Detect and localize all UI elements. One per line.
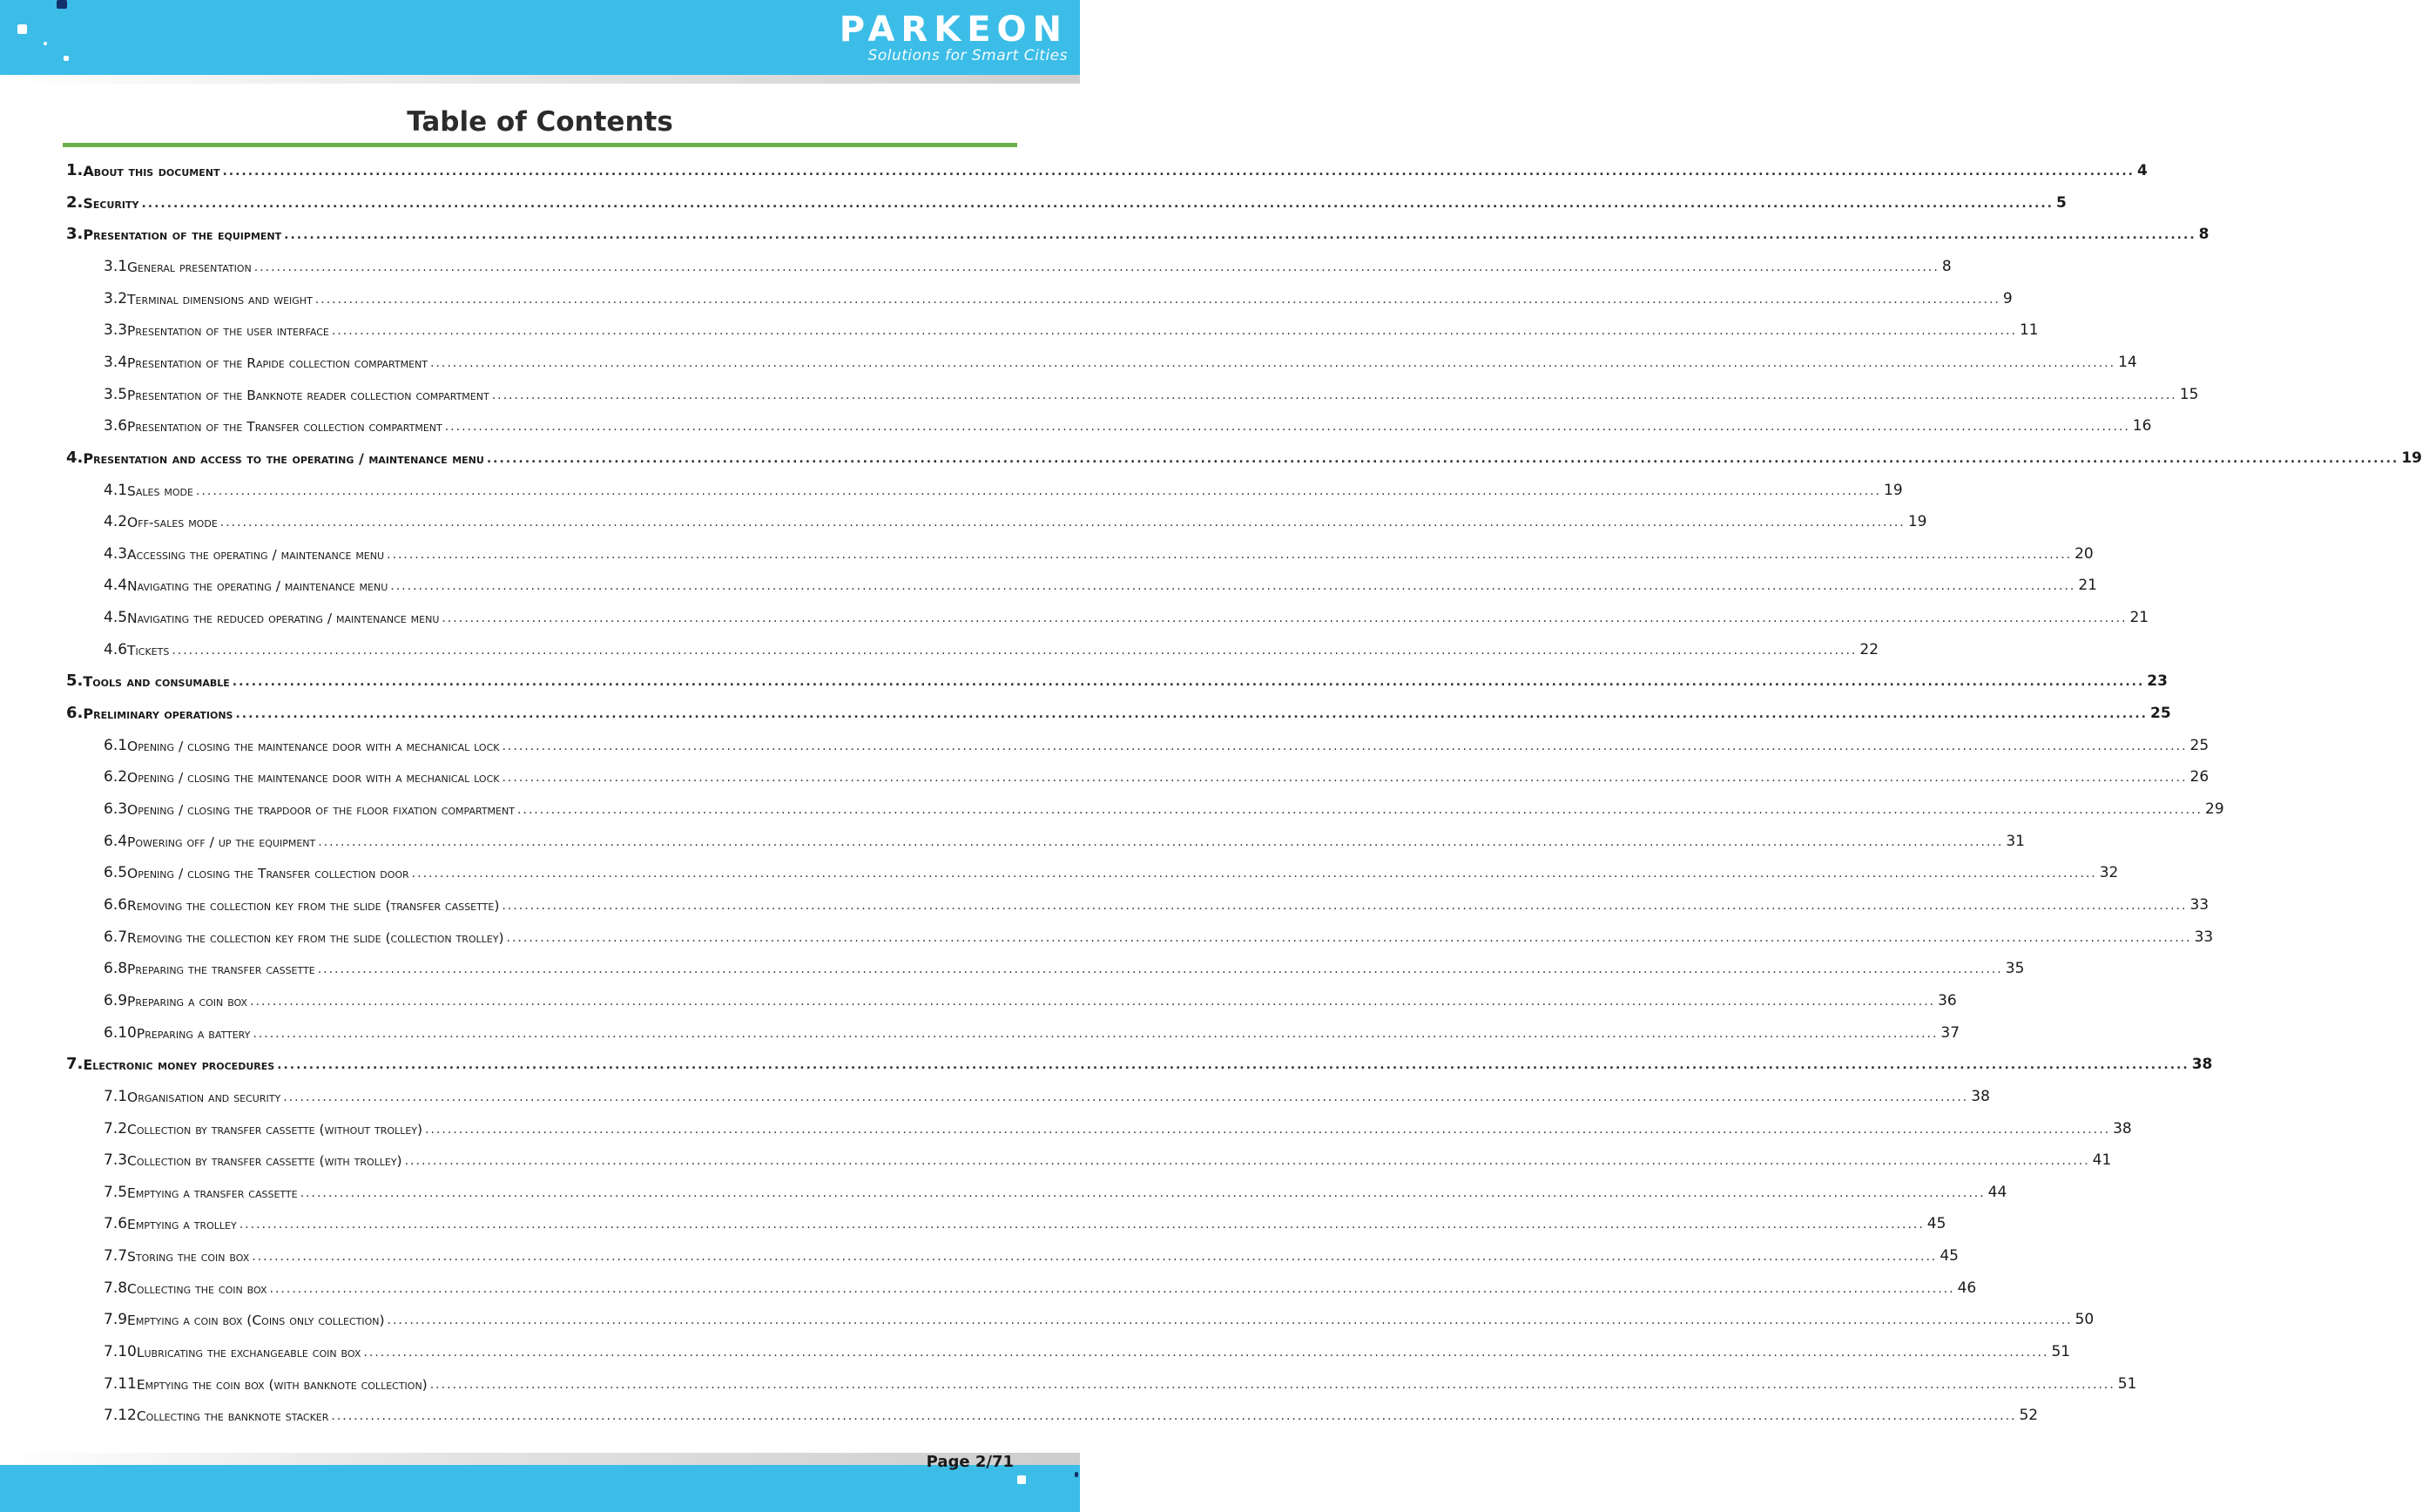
toc-entry[interactable] (104, 728, 2209, 754)
toc-entry-page: 51 (2117, 1374, 2137, 1393)
toc-leader-dots: ............................................................................................................................................................................................................................................................................................................ (283, 1090, 1969, 1104)
toc-entry[interactable] (104, 632, 1879, 658)
toc-entry-number: 4.1 (104, 481, 128, 499)
toc-leader-dots: ............................................................................................................................................................................................................................................................................................................ (516, 803, 2203, 817)
toc-entry-page: 16 (2132, 417, 2152, 435)
toc-entry[interactable] (104, 855, 2119, 882)
toc-entry[interactable] (104, 1398, 2039, 1425)
toc-entry-page: 19 (1884, 481, 1903, 499)
toc-entry[interactable] (104, 1367, 2137, 1393)
toc-leader-dots: ............................................................................................................................................................................................................................................................................................................ (444, 420, 2130, 435)
toc-entry-page: 8 (2198, 226, 2209, 244)
toc-entry-label: Electronic money procedures (83, 1056, 275, 1074)
toc-entry-page: 45 (1940, 1247, 1959, 1266)
toc-entry-page: 4 (2136, 162, 2148, 179)
toc-entry-page: 41 (2092, 1151, 2112, 1170)
toc-entry-page: 33 (2194, 928, 2214, 946)
toc-entry-number: 4.3 (104, 544, 128, 563)
toc-leader-dots: ............................................................................................................................................................................................................................................................................................................ (491, 388, 2177, 402)
toc-leader-dots: ............................................................................................................................................................................................................................................................................................................ (232, 675, 2145, 690)
toc-entry-page: 51 (2051, 1343, 2071, 1361)
toc-entry-number: 6.3 (104, 800, 128, 818)
toc-entry[interactable] (104, 1143, 2112, 1170)
toc-leader-dots: ............................................................................................................................................................................................................................................................................................................ (363, 1346, 2049, 1360)
logo-wordmark: PARKEON (839, 10, 1068, 50)
toc-entry-label: Collection by transfer cassette (without trolley) (127, 1121, 423, 1137)
decor-square-icon (57, 0, 67, 9)
page-number: Page 2/71 (926, 1453, 1014, 1471)
toc-leader-dots: ............................................................................................................................................................................................................................................................................................................ (252, 1250, 1938, 1265)
toc-entry[interactable] (66, 186, 2067, 212)
toc-entry[interactable] (104, 888, 2209, 914)
toc-entry[interactable] (104, 249, 1952, 275)
toc-entry-number: 3.2 (104, 289, 128, 307)
toc-entry-number: 7.10 (104, 1343, 137, 1361)
toc-entry-label: Presentation of the user interface (127, 323, 329, 340)
toc-entry-page: 8 (1941, 257, 1952, 275)
toc-leader-dots: ............................................................................................................................................................................................................................................................................................................ (331, 1409, 2017, 1424)
toc-entry-label: Accessing the operating / maintenance menu (127, 546, 385, 563)
toc-entry-label: Storing the coin box (127, 1249, 250, 1266)
toc-entry-number: 5. (66, 672, 84, 691)
toc-entry-label: Lubricating the exchangeable coin box (136, 1345, 361, 1361)
toc-entry-number: 6.7 (104, 928, 128, 946)
toc-entry-label: Presentation of the Transfer collection compartment (127, 419, 442, 435)
toc-leader-dots: ............................................................................................................................................................................................................................................................................................................ (429, 1377, 2115, 1392)
toc-leader-dots: ............................................................................................................................................................................................................................................................................................................ (253, 1026, 1939, 1041)
logo-tagline: Solutions for Smart Cities (867, 47, 1068, 64)
toc-entry-number: 7.5 (104, 1183, 128, 1201)
toc-entry-number: 4.5 (104, 609, 128, 627)
toc-entry[interactable] (104, 345, 2137, 371)
toc-leader-dots: ............................................................................................................................................................................................................................................................................................................ (486, 451, 2399, 466)
toc-entry-page: 22 (1859, 640, 1879, 658)
header-bar (0, 0, 1080, 75)
toc-entry-page: 52 (2019, 1407, 2039, 1425)
toc-entry-number: 6.4 (104, 832, 128, 850)
toc-leader-dots: ............................................................................................................................................................................................................................................................................................................ (269, 1281, 1955, 1296)
toc-entry[interactable] (104, 759, 2209, 786)
toc-entry-number: 7.2 (104, 1119, 128, 1137)
toc-entry[interactable] (104, 1079, 1990, 1105)
toc-entry[interactable] (66, 664, 2168, 691)
toc-entry[interactable] (104, 920, 2214, 946)
toc-entry-page: 21 (2078, 577, 2097, 595)
toc-leader-dots: ............................................................................................................................................................................................................................................................................................................ (219, 516, 1906, 530)
toc-entry-page: 37 (1940, 1023, 1960, 1042)
toc-entry-number: 7.8 (104, 1279, 128, 1297)
toc-entry-label: Terminal dimensions and weight (127, 291, 313, 307)
toc-entry-label: Tools and consumable (83, 673, 230, 691)
toc-entry-number: 4.6 (104, 640, 128, 658)
toc-entry-label: Emptying the coin box (with banknote collection) (136, 1376, 428, 1393)
toc-leader-dots: ............................................................................................................................................................................................................................................................................................................ (502, 898, 2188, 913)
toc-entry-label: Presentation and access to the operating / maintenance menu (83, 449, 484, 467)
toc-leader-dots: ............................................................................................................................................................................................................................................................................................................ (331, 324, 2017, 339)
toc-entry-label: Presentation of the Banknote reader collection compartment (127, 387, 489, 403)
toc-entry[interactable] (104, 1016, 1960, 1042)
toc-entry[interactable] (104, 1239, 1959, 1266)
toc-entry-number: 3.4 (104, 353, 128, 371)
toc-entry[interactable] (104, 983, 1957, 1009)
decor-square-icon (64, 56, 69, 61)
toc-leader-dots: ............................................................................................................................................................................................................................................................................................................ (195, 483, 1882, 498)
toc-entry-page: 38 (2191, 1056, 2213, 1074)
toc-entry-page: 38 (2113, 1119, 2132, 1137)
toc-entry-label: Presentation of the Rapide collection compartment (127, 354, 428, 371)
toc-leader-dots: ............................................................................................................................................................................................................................................................................................................ (442, 611, 2128, 626)
toc-entry-number: 1. (66, 161, 84, 179)
toc-entry[interactable] (66, 1047, 2213, 1074)
toc-entry[interactable] (66, 441, 2422, 467)
toc-entry-label: Preparing a coin box (127, 993, 248, 1009)
toc-entry[interactable] (104, 504, 1927, 531)
toc-entry-number: 3.1 (104, 257, 128, 275)
toc-entry-number: 7.7 (104, 1247, 128, 1266)
toc-leader-dots: ............................................................................................................................................................................................................................................................................................................ (502, 771, 2188, 786)
toc-entry[interactable] (104, 1302, 2095, 1329)
toc-leader-dots: ............................................................................................................................................................................................................................................................................................................ (300, 1185, 1986, 1200)
toc-entry-label: Navigating the operating / maintenance menu (127, 578, 388, 595)
toc-entry-label: Off-sales mode (127, 515, 218, 531)
toc-entry-label: Collection by transfer cassette (with trolley) (127, 1153, 402, 1170)
toc-leader-dots: ............................................................................................................................................................................................................................................................................................................ (222, 165, 2135, 179)
toc-entry-page: 31 (2006, 832, 2025, 850)
toc-entry-number: 3.6 (104, 417, 128, 435)
toc-entry-label: Removing the collection key from the slide (transfer cassette) (127, 897, 500, 914)
toc-entry-number: 3. (66, 225, 84, 244)
decor-square-icon (17, 24, 27, 34)
toc-entry-page: 45 (1926, 1215, 1946, 1233)
toc-entry-number: 6.6 (104, 895, 128, 914)
toc-entry-number: 6.9 (104, 991, 128, 1009)
toc-entry-page: 23 (2147, 672, 2168, 691)
toc-entry-page: 36 (1938, 991, 1957, 1009)
toc-entry-number: 7.11 (104, 1374, 137, 1393)
toc-entry-label: General presentation (127, 259, 252, 275)
toc-entry[interactable] (104, 1175, 2007, 1201)
toc-entry[interactable] (104, 473, 1903, 499)
decor-square-icon (44, 42, 47, 45)
toc-entry-page: 25 (2150, 705, 2171, 723)
toc-leader-dots: ............................................................................................................................................................................................................................................................................................................ (390, 579, 2076, 594)
toc-entry-page: 20 (2075, 544, 2094, 563)
toc-entry-number: 3.5 (104, 385, 128, 403)
toc-entry-number: 6.5 (104, 864, 128, 882)
toc-entry-number: 7.12 (104, 1407, 137, 1425)
toc-entry[interactable] (104, 1111, 2132, 1137)
toc-entry[interactable] (104, 1271, 1977, 1297)
title-rule (63, 143, 1017, 147)
toc-entry-page: 33 (2189, 895, 2209, 914)
toc-entry-label: Opening / closing the maintenance door with a mechanical lock (127, 770, 500, 786)
toc-leader-dots: ............................................................................................................................................................................................................................................................................................................ (318, 834, 2004, 849)
toc-entry[interactable] (104, 951, 2025, 978)
toc-entry-page: 38 (1971, 1087, 1990, 1105)
toc-entry-label: Removing the collection key from the slide (collection trolley) (127, 929, 504, 946)
toc-entry-number: 7.1 (104, 1087, 128, 1105)
toc-leader-dots: ............................................................................................................................................................................................................................................................................................................ (502, 739, 2188, 753)
toc-entry-page: 25 (2189, 736, 2209, 754)
company-logo (840, 10, 1068, 64)
footer-shadow (0, 1453, 1080, 1465)
toc-entry-page: 21 (2129, 609, 2149, 627)
toc-entry-page: 44 (1987, 1183, 2007, 1201)
toc-leader-dots: ............................................................................................................................................................................................................................................................................................................ (253, 260, 1940, 274)
toc-entry-number: 6.1 (104, 736, 128, 754)
toc-entry-number: 7.3 (104, 1151, 128, 1170)
toc-entry[interactable] (104, 568, 2097, 595)
toc-entry[interactable] (104, 600, 2149, 627)
toc-entry-page: 19 (2401, 449, 2422, 467)
toc-entry-label: Emptying a coin box (Coins only collection) (127, 1313, 385, 1329)
toc-entry-page: 50 (2075, 1311, 2095, 1329)
toc-leader-dots: ............................................................................................................................................................................................................................................................................................................ (387, 1313, 2073, 1328)
toc-entry-label: Tickets (127, 642, 170, 658)
toc-entry-page: 9 (2002, 289, 2013, 307)
toc-entry-number: 6.10 (104, 1023, 137, 1042)
toc-leader-dots: ............................................................................................................................................................................................................................................................................................................ (314, 292, 2000, 307)
toc-entry-label: Collecting the coin box (127, 1280, 267, 1297)
toc-entry-number: 7.9 (104, 1311, 128, 1329)
toc-entry[interactable] (104, 537, 2094, 563)
toc-leader-dots: ............................................................................................................................................................................................................................................................................................................ (250, 994, 1936, 1009)
toc-leader-dots: ............................................................................................................................................................................................................................................................................................................ (235, 707, 2148, 722)
toc-entry-label: Sales mode (127, 483, 193, 499)
toc-entry-label: Preliminary operations (83, 705, 233, 723)
toc-entry-label: Emptying a trolley (127, 1217, 237, 1233)
toc-leader-dots: ............................................................................................................................................................................................................................................................................................................ (172, 643, 1858, 658)
page-title: Table of Contents (407, 106, 673, 138)
toc-entry-number: 4. (66, 448, 84, 467)
toc-entry-page: 29 (2205, 800, 2224, 818)
toc-entry-number: 2. (66, 192, 84, 212)
toc-entry[interactable] (104, 281, 2013, 307)
toc-leader-dots: ............................................................................................................................................................................................................................................................................................................ (317, 962, 2003, 977)
toc-entry-label: Navigating the reduced operating / maintenance menu (127, 611, 440, 627)
toc-entry-label: Preparing a battery (136, 1025, 251, 1042)
toc-entry-label: Security (83, 194, 139, 212)
toc-entry-label: Preparing the transfer cassette (127, 962, 315, 978)
toc-entry-label: Collecting the banknote stacker (136, 1408, 329, 1425)
toc-entry-label: Organisation and security (127, 1089, 281, 1105)
toc-entry-page: 26 (2189, 768, 2209, 786)
toc-entry-label: Opening / closing the trapdoor of the floor fixation compartment (127, 802, 515, 818)
toc-entry-label: About this document (83, 163, 220, 179)
toc-entry-number: 7.6 (104, 1215, 128, 1233)
decor-square-icon (1075, 1472, 1078, 1477)
toc-entry[interactable] (104, 377, 2199, 403)
toc-entry[interactable] (104, 1334, 2071, 1361)
toc-leader-dots: ............................................................................................................................................................................................................................................................................................................ (404, 1154, 2090, 1169)
decor-square-icon (1017, 1475, 1026, 1484)
toc-leader-dots: ............................................................................................................................................................................................................................................................................................................ (425, 1122, 2111, 1137)
toc-entry-number: 6. (66, 704, 84, 723)
toc-entry-label: Opening / closing the Transfer collection door (127, 866, 409, 882)
toc-entry-page: 46 (1957, 1279, 1977, 1297)
toc-entry[interactable] (104, 408, 2152, 435)
toc-entry[interactable] (66, 217, 2209, 244)
toc-entry-number: 3.3 (104, 321, 128, 340)
toc-entry-number: 6.8 (104, 960, 128, 978)
toc-entry-label: Emptying a transfer cassette (127, 1185, 298, 1201)
toc-entry-number: 4.2 (104, 513, 128, 531)
toc-entry-label: Presentation of the equipment (83, 226, 282, 244)
toc-entry[interactable] (104, 792, 2224, 818)
toc-leader-dots: ............................................................................................................................................................................................................................................................................................................ (430, 355, 2116, 370)
toc-entry-number: 4.4 (104, 577, 128, 595)
toc-entry-page: 5 (2055, 193, 2067, 212)
toc-entry-number: 6.2 (104, 768, 128, 786)
toc-entry-page: 32 (2099, 864, 2119, 882)
toc-leader-dots: ............................................................................................................................................................................................................................................................................................................ (141, 196, 2054, 211)
toc-entry-label: Powering off / up the equipment (127, 834, 316, 850)
toc-leader-dots: ............................................................................................................................................................................................................................................................................................................ (277, 1058, 2189, 1073)
toc-entry-page: 11 (2019, 321, 2039, 340)
toc-leader-dots: ............................................................................................................................................................................................................................................................................................................ (506, 930, 2192, 945)
toc-leader-dots: ............................................................................................................................................................................................................................................................................................................ (239, 1218, 1925, 1232)
toc-leader-dots: ............................................................................................................................................................................................................................................................................................................ (387, 547, 2073, 562)
toc-entry[interactable] (66, 696, 2171, 723)
toc-entry[interactable] (104, 313, 2039, 340)
toc-entry[interactable] (104, 1206, 1946, 1233)
footer-bar (0, 1465, 1080, 1512)
toc-entry-label: Opening / closing the maintenance door with a mechanical lock (127, 738, 500, 754)
toc-entry-page: 15 (2179, 385, 2199, 403)
toc-entry-number: 7. (66, 1055, 84, 1074)
toc-entry[interactable] (104, 824, 2025, 850)
toc-leader-dots: ............................................................................................................................................................................................................................................................................................................ (284, 228, 2196, 243)
toc-entry-page: 19 (1907, 513, 1927, 531)
toc-entry-page: 14 (2118, 353, 2137, 371)
toc-entry[interactable] (66, 153, 2148, 179)
toc-leader-dots: ............................................................................................................................................................................................................................................................................................................ (411, 867, 2097, 881)
toc-entry-page: 35 (2005, 960, 2025, 978)
header-shadow (0, 75, 1080, 84)
